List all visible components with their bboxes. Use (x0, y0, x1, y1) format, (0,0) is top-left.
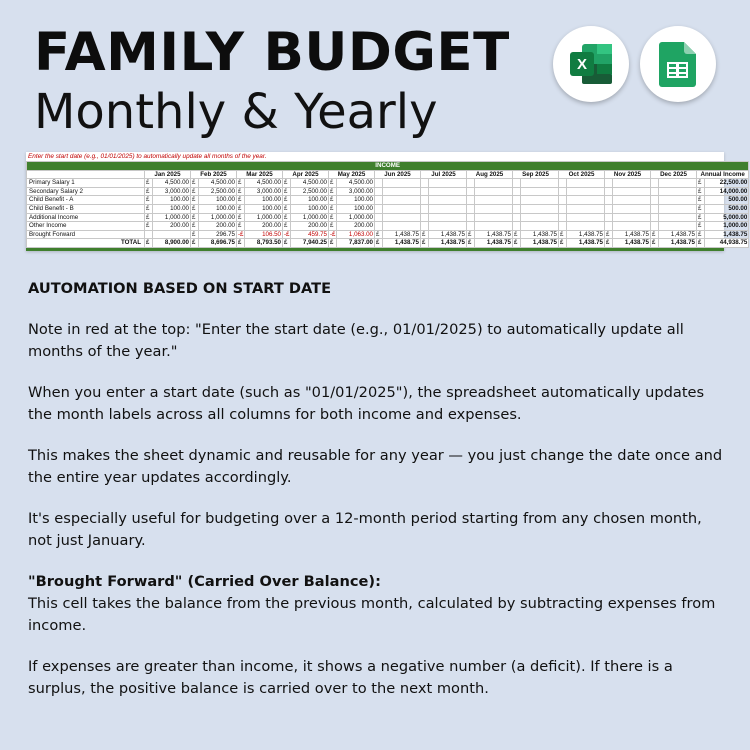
currency-symbol (651, 196, 659, 205)
currency-symbol: £ (191, 187, 199, 196)
cell-value[interactable]: 200.00 (337, 222, 375, 231)
cell-value[interactable]: 3,000.00 (153, 187, 191, 196)
currency-symbol: -£ (284, 230, 290, 238)
cell-value[interactable] (613, 187, 651, 196)
currency-symbol: £ (467, 239, 475, 248)
cell-value[interactable] (521, 204, 559, 213)
currency-symbol: £ (697, 187, 705, 196)
cell-value[interactable]: 200.00 (153, 222, 191, 231)
cell-value[interactable] (613, 213, 651, 222)
cell-value[interactable] (475, 204, 513, 213)
cell-value[interactable] (521, 196, 559, 205)
cell-value[interactable] (383, 213, 421, 222)
currency-symbol: £ (329, 187, 337, 196)
section-title-row (27, 162, 749, 171)
cell-value[interactable] (521, 222, 559, 231)
month-header: May 2025 (329, 170, 375, 179)
currency-symbol: £ (697, 213, 705, 222)
annual-value: 1,438.75 (705, 230, 749, 239)
currency-symbol (421, 213, 429, 222)
currency-symbol (513, 196, 521, 205)
cell-value[interactable] (429, 204, 467, 213)
currency-symbol (559, 196, 567, 205)
currency-symbol: £ (605, 239, 613, 248)
cell-value[interactable] (659, 187, 697, 196)
currency-symbol: £ (145, 222, 153, 231)
corner-cell (27, 170, 145, 179)
month-header: Jun 2025 (375, 170, 421, 179)
table-row[interactable] (27, 204, 749, 213)
currency-symbol: £ (375, 230, 383, 239)
cell-value[interactable]: 100.00 (153, 196, 191, 205)
currency-symbol: £ (191, 239, 199, 248)
currency-symbol: £ (145, 239, 153, 248)
currency-symbol (467, 196, 475, 205)
currency-symbol: £ (559, 230, 567, 239)
currency-symbol (559, 222, 567, 231)
cell-value[interactable]: 1,438.75 (521, 230, 559, 239)
cell-value[interactable]: 100.00 (291, 204, 329, 213)
currency-symbol (467, 204, 475, 213)
table-row[interactable] (27, 230, 749, 239)
currency-symbol: -£ (238, 230, 244, 238)
cell-value[interactable]: 1,000.00 (245, 213, 283, 222)
currency-symbol: £ (237, 196, 245, 205)
google-sheets-icon (640, 26, 716, 102)
brought-forward-heading: "Brought Forward" (Carried Over Balance): (28, 573, 381, 590)
row-label: Additional Income (27, 213, 145, 222)
cell-value[interactable] (521, 187, 559, 196)
month-header: Oct 2025 (559, 170, 605, 179)
cell-value[interactable] (659, 222, 697, 231)
cell-value[interactable]: 100.00 (245, 204, 283, 213)
cell-value[interactable]: 200.00 (245, 222, 283, 231)
currency-symbol (375, 187, 383, 196)
total-value: 1,438.75 (383, 239, 421, 248)
cell-value[interactable]: 106.50 (245, 230, 283, 239)
currency-symbol (421, 179, 429, 188)
cell-value[interactable] (383, 196, 421, 205)
month-header: Dec 2025 (651, 170, 697, 179)
page-title: FAMILY BUDGET (34, 22, 510, 83)
currency-symbol: -£ (330, 230, 336, 238)
currency-symbol: £ (421, 239, 429, 248)
cell-value[interactable] (613, 222, 651, 231)
cell-value[interactable] (429, 222, 467, 231)
cell-value[interactable]: 4,500.00 (337, 179, 375, 188)
microsoft-excel-icon (553, 26, 629, 102)
month-header: Jul 2025 (421, 170, 467, 179)
currency-symbol (651, 204, 659, 213)
cell-value[interactable] (429, 187, 467, 196)
currency-symbol (513, 213, 521, 222)
cell-value[interactable] (475, 222, 513, 231)
currency-symbol: £ (651, 230, 659, 239)
currency-symbol (605, 196, 613, 205)
cell-value[interactable]: 100.00 (337, 196, 375, 205)
total-value: 1,438.75 (567, 239, 605, 248)
cell-value[interactable]: 100.00 (291, 196, 329, 205)
currency-symbol: £ (191, 196, 199, 205)
currency-symbol (605, 204, 613, 213)
annual-value: 22,500.00 (705, 179, 749, 188)
annual-value: 5,000.00 (705, 213, 749, 222)
currency-symbol (513, 222, 521, 231)
cell-value[interactable] (567, 204, 605, 213)
currency-symbol (651, 213, 659, 222)
currency-symbol (421, 187, 429, 196)
cell-value[interactable]: 1,438.75 (613, 230, 651, 239)
currency-symbol: £ (283, 213, 291, 222)
cell-value[interactable] (475, 196, 513, 205)
currency-symbol (559, 187, 567, 196)
currency-symbol: £ (329, 196, 337, 205)
cell-value[interactable]: 1,000.00 (291, 213, 329, 222)
currency-symbol (651, 179, 659, 188)
table-row[interactable] (27, 179, 749, 188)
table-row[interactable] (27, 196, 749, 205)
row-label: Child Benefit - B (27, 204, 145, 213)
currency-symbol (651, 222, 659, 231)
currency-symbol (375, 222, 383, 231)
currency-symbol: £ (697, 179, 705, 188)
cell-value[interactable] (659, 204, 697, 213)
month-header: Mar 2025 (237, 170, 283, 179)
row-label: Other Income (27, 222, 145, 231)
currency-symbol (375, 213, 383, 222)
cell-value[interactable] (659, 196, 697, 205)
currency-symbol: £ (697, 230, 705, 239)
cell-value[interactable]: 1,000.00 (199, 213, 237, 222)
cell-value[interactable]: 4,500.00 (199, 179, 237, 188)
currency-symbol (559, 213, 567, 222)
currency-symbol (651, 187, 659, 196)
currency-symbol: £ (329, 204, 337, 213)
total-value: 1,438.75 (613, 239, 651, 248)
cell-value[interactable] (567, 222, 605, 231)
total-row (27, 239, 749, 248)
currency-symbol: £ (697, 204, 705, 213)
cell-value[interactable] (567, 179, 605, 188)
currency-symbol (559, 204, 567, 213)
currency-symbol: £ (145, 213, 153, 222)
currency-symbol: £ (191, 213, 199, 222)
currency-symbol (375, 179, 383, 188)
table-bottom-bar (26, 248, 724, 251)
currency-symbol: £ (283, 179, 291, 188)
currency-symbol: £ (513, 239, 521, 248)
currency-symbol (421, 196, 429, 205)
total-value: 1,438.75 (659, 239, 697, 248)
total-value: 1,438.75 (475, 239, 513, 248)
cell-value[interactable] (383, 179, 421, 188)
table-row[interactable] (27, 213, 749, 222)
currency-symbol: £ (283, 204, 291, 213)
paragraph-useful: It's especially useful for budgeting over a 12-month period starting from any chosen month, not just January. (28, 510, 702, 549)
cell-value[interactable]: 4,500.00 (245, 179, 283, 188)
currency-symbol: £ (329, 222, 337, 231)
currency-symbol: £ (237, 222, 245, 231)
section-title: INCOME (27, 162, 749, 171)
currency-symbol: £ (145, 204, 153, 213)
currency-symbol (467, 179, 475, 188)
cell-value[interactable] (429, 213, 467, 222)
annual-value: 14,000.00 (705, 187, 749, 196)
cell-value[interactable]: 1,438.75 (383, 230, 421, 239)
currency-symbol (375, 204, 383, 213)
cell-value[interactable]: 100.00 (337, 204, 375, 213)
cell-value[interactable] (567, 213, 605, 222)
annual-value: 500.00 (705, 196, 749, 205)
cell-value[interactable]: 459.75 (291, 230, 329, 239)
currency-symbol: £ (237, 213, 245, 222)
currency-symbol: £ (559, 239, 567, 248)
cell-value[interactable] (567, 187, 605, 196)
cell-value[interactable]: 1,000.00 (153, 213, 191, 222)
currency-symbol (513, 187, 521, 196)
total-value: 8,793.50 (245, 239, 283, 248)
currency-symbol: £ (605, 230, 613, 239)
cell-value[interactable] (475, 179, 513, 188)
currency-symbol (513, 204, 521, 213)
total-value: 8,696.75 (199, 239, 237, 248)
cell-value[interactable]: 200.00 (291, 222, 329, 231)
currency-symbol: £ (283, 187, 291, 196)
currency-symbol: £ (283, 222, 291, 231)
cell-value[interactable]: 100.00 (245, 196, 283, 205)
cell-value[interactable]: 4,500.00 (291, 179, 329, 188)
cell-value[interactable] (521, 179, 559, 188)
month-header: Apr 2025 (283, 170, 329, 179)
cell-value[interactable]: 296.75 (199, 230, 237, 239)
cell-value[interactable] (613, 179, 651, 188)
table-row[interactable] (27, 187, 749, 196)
start-date-note: Enter the start date (e.g., 01/01/2025) to automatically update all months of the year. (26, 152, 724, 161)
currency-symbol (467, 213, 475, 222)
annual-value: 1,000.00 (705, 222, 749, 231)
cell-value[interactable] (383, 222, 421, 231)
cell-value[interactable]: 100.00 (153, 204, 191, 213)
row-label: Brought Forward (27, 230, 145, 239)
cell-value[interactable]: 4,500.00 (153, 179, 191, 188)
month-header: Sep 2025 (513, 170, 559, 179)
paragraph-bf-deficit: If expenses are greater than income, it shows a negative number (a deficit). If there is a surplus, the positive balance is carried over to the next month. (28, 658, 673, 697)
page-subtitle: Monthly & Yearly (34, 84, 438, 140)
month-header-row (27, 170, 749, 179)
currency-symbol: £ (237, 204, 245, 213)
cell-value[interactable]: 1,438.75 (567, 230, 605, 239)
total-value: 7,940.25 (291, 239, 329, 248)
cell-value[interactable]: 1,000.00 (337, 213, 375, 222)
currency-symbol (421, 222, 429, 231)
currency-symbol (559, 179, 567, 188)
annual-value: 500.00 (705, 204, 749, 213)
row-label: Child Benefit - A (27, 196, 145, 205)
currency-symbol (421, 204, 429, 213)
currency-symbol: £ (145, 196, 153, 205)
row-label: Primary Salary 1 (27, 179, 145, 188)
currency-symbol: £ (651, 239, 659, 248)
currency-symbol (605, 187, 613, 196)
cell-value[interactable] (567, 196, 605, 205)
cell-value[interactable]: 2,500.00 (291, 187, 329, 196)
currency-symbol: £ (237, 187, 245, 196)
cell-value[interactable] (613, 196, 651, 205)
section-heading: AUTOMATION BASED ON START DATE (28, 280, 332, 297)
currency-symbol (605, 179, 613, 188)
paragraph-start-date: When you enter a start date (such as "01/01/2025"), the spreadsheet automatically updates the month labels across all columns for both income and expenses. (28, 384, 705, 423)
total-value: 1,438.75 (521, 239, 559, 248)
cell-value[interactable] (521, 213, 559, 222)
currency-symbol: £ (467, 230, 475, 239)
cell-value[interactable] (475, 213, 513, 222)
paragraph-bf-description: This cell takes the balance from the previous month, calculated by subtracting expenses from income. (28, 595, 716, 634)
total-annual-value: 44,938.75 (705, 239, 749, 248)
svg-text:X: X (576, 56, 588, 73)
cell-value[interactable]: 1,438.75 (429, 230, 467, 239)
cell-value[interactable]: 100.00 (199, 204, 237, 213)
cell-value[interactable] (383, 187, 421, 196)
cell-value[interactable] (153, 230, 191, 239)
currency-symbol (145, 230, 153, 239)
cell-value[interactable]: 200.00 (199, 222, 237, 231)
month-header: Nov 2025 (605, 170, 651, 179)
currency-symbol: £ (375, 239, 383, 248)
row-label: Secondary Salary 2 (27, 187, 145, 196)
spreadsheet-preview (26, 152, 748, 251)
cell-value[interactable]: 3,000.00 (337, 187, 375, 196)
table-row[interactable] (27, 222, 749, 231)
month-header: Aug 2025 (467, 170, 513, 179)
cell-value[interactable] (429, 179, 467, 188)
total-value: 8,900.00 (153, 239, 191, 248)
currency-symbol: £ (145, 187, 153, 196)
currency-symbol: £ (237, 239, 245, 248)
month-header: Feb 2025 (191, 170, 237, 179)
cell-value[interactable] (613, 204, 651, 213)
currency-symbol: £ (191, 204, 199, 213)
cell-value[interactable] (383, 204, 421, 213)
cell-value[interactable]: 1,438.75 (475, 230, 513, 239)
currency-symbol: £ (191, 230, 199, 239)
total-value: 7,837.00 (337, 239, 375, 248)
cell-value[interactable]: 100.00 (199, 196, 237, 205)
currency-symbol: £ (329, 213, 337, 222)
currency-symbol: £ (329, 239, 337, 248)
currency-symbol: £ (421, 230, 429, 239)
currency-symbol: £ (145, 179, 153, 188)
currency-symbol (467, 222, 475, 231)
cell-value[interactable]: 3,000.00 (245, 187, 283, 196)
currency-symbol (605, 213, 613, 222)
currency-symbol: £ (191, 179, 199, 188)
currency-symbol: £ (191, 222, 199, 231)
currency-symbol: £ (237, 179, 245, 188)
annual-header: Annual Income (697, 170, 749, 179)
currency-symbol: £ (697, 196, 705, 205)
cell-value[interactable] (659, 179, 697, 188)
description-section (28, 278, 728, 719)
income-table (26, 161, 749, 248)
currency-symbol: £ (513, 230, 521, 239)
total-value: 1,438.75 (429, 239, 467, 248)
month-header: Jan 2025 (145, 170, 191, 179)
cell-value[interactable]: 1,438.75 (659, 230, 697, 239)
total-label: TOTAL (27, 239, 145, 248)
cell-value[interactable]: 1,063.00 (337, 230, 375, 239)
currency-symbol: £ (283, 239, 291, 248)
currency-symbol (513, 179, 521, 188)
currency-symbol: £ (329, 179, 337, 188)
cell-value[interactable] (429, 196, 467, 205)
currency-symbol (605, 222, 613, 231)
currency-symbol: £ (697, 239, 705, 248)
currency-symbol: £ (697, 222, 705, 231)
cell-value[interactable]: 2,500.00 (199, 187, 237, 196)
cell-value[interactable] (475, 187, 513, 196)
currency-symbol (375, 196, 383, 205)
cell-value[interactable] (659, 213, 697, 222)
currency-symbol (467, 187, 475, 196)
paragraph-dynamic: This makes the sheet dynamic and reusable for any year — you just change the date once and the entire year updates accordingly. (28, 447, 723, 486)
paragraph-note: Note in red at the top: "Enter the start date (e.g., 01/01/2025) to automatically update all months of the year." (28, 321, 684, 360)
currency-symbol: £ (283, 196, 291, 205)
